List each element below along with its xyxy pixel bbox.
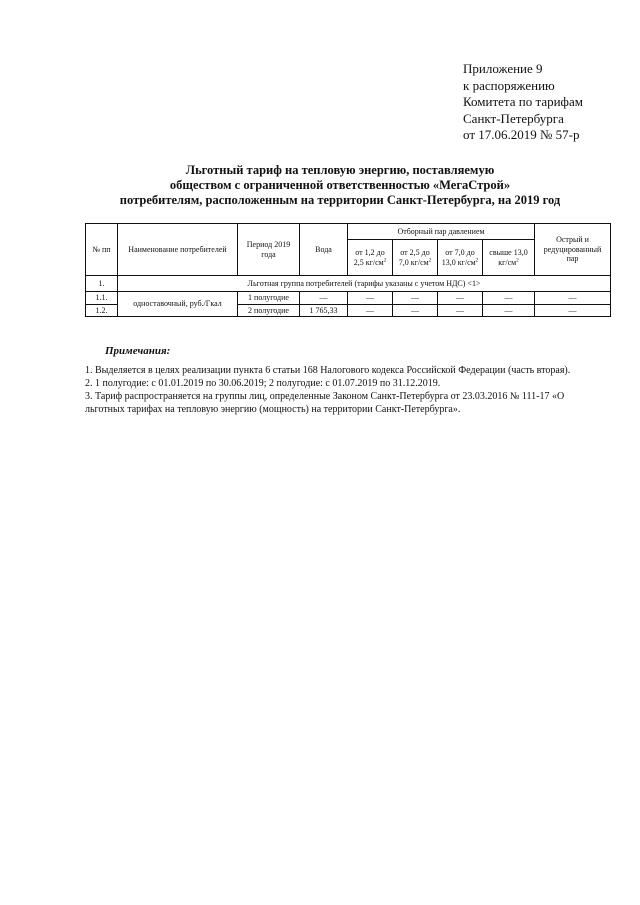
header-steam-2: от 2,5 до 7,0 $кг/см^2$ bbox=[393, 240, 438, 276]
notes-title: Примечания: bbox=[105, 345, 171, 357]
row-period: 2 полугодие bbox=[238, 304, 300, 317]
row-steam-1: — bbox=[348, 292, 393, 305]
header-steam-4: свыше 13,0 $кг/см^2$ bbox=[483, 240, 535, 276]
appendix-line: от 17.06.2019 № 57-р bbox=[463, 127, 580, 142]
superscript: 2 bbox=[383, 257, 387, 263]
title-line: потребителям, расположенным на территории Санкт-Петербурга, на 2019 год bbox=[119, 193, 561, 207]
consumer-type: одноставочный, руб./Гкал bbox=[118, 292, 238, 317]
table-group-row bbox=[86, 276, 611, 292]
row-steam-1: — bbox=[348, 304, 393, 317]
header-period: Период 2019 года bbox=[238, 224, 300, 276]
header-steam-1: от 1,2 до 2,5 $кг/см^2$ bbox=[348, 240, 393, 276]
note-item: 3. Тариф распространяется на группы лиц, определенные Законом Санкт-Петербурга от 23.03.2016 № 111-17 «О льготных тарифах на тепловую энергию (мощность) на территории Санкт-Петербурга». bbox=[85, 391, 565, 415]
appendix-line: Приложение 9 bbox=[463, 61, 543, 76]
note-item: 1. Выделяется в целях реализации пункта 6 статьи 168 Налогового кодекса Российской Федерации (часть вторая). bbox=[85, 365, 571, 376]
title-line: обществом с ограниченной ответственностью «МегаСтрой» bbox=[169, 178, 511, 192]
row-live-steam: — bbox=[535, 292, 611, 305]
appendix-line: Санкт-Петербурга bbox=[463, 110, 564, 126]
header-num: № пп bbox=[86, 224, 118, 276]
table-row bbox=[86, 292, 611, 305]
superscript: 2 bbox=[516, 257, 519, 263]
appendix-block bbox=[463, 61, 583, 144]
row-steam-3: — bbox=[438, 292, 483, 305]
header-consumer: Наименование потребителей bbox=[118, 224, 238, 276]
row-steam-4: — bbox=[483, 292, 535, 305]
appendix-line: Комитета по тарифам bbox=[463, 94, 583, 109]
row-steam-4: — bbox=[483, 304, 535, 317]
header-steam-3: от 7,0 до 13,0 $кг/см^2$ bbox=[438, 240, 483, 276]
superscript: 2 bbox=[475, 257, 479, 263]
row-num: 1.2. bbox=[86, 304, 118, 317]
row-water: 1 765,33 bbox=[300, 304, 348, 317]
row-steam-3: — bbox=[438, 304, 483, 317]
row-steam-2: — bbox=[393, 304, 438, 317]
table-header-row bbox=[86, 224, 611, 240]
appendix-line: к распоряжению bbox=[463, 77, 555, 93]
header-water: Вода bbox=[300, 224, 348, 276]
note-item: 2. 1 полугодие: с 01.01.2019 по 30.06.2019; 2 полугодие: с 01.07.2019 по 31.12.2019. bbox=[85, 378, 441, 389]
row-water: — bbox=[300, 292, 348, 305]
group-num: 1. bbox=[86, 276, 118, 292]
header-live-steam: Острый и редуцированный пар bbox=[535, 224, 611, 276]
title-line: Льготный тариф на тепловую энергию, поставляемую bbox=[185, 163, 495, 177]
row-period: 1 полугодие bbox=[238, 292, 300, 305]
group-label: Льготная группа потребителей (тарифы указаны с учетом НДС) <1> bbox=[118, 276, 611, 292]
tariff-table bbox=[85, 223, 611, 317]
superscript: 2 bbox=[428, 257, 432, 263]
row-steam-2: — bbox=[393, 292, 438, 305]
notes-block bbox=[85, 364, 605, 416]
row-num: 1.1. bbox=[86, 292, 118, 305]
header-steam-group: Отборный пар давлением bbox=[348, 224, 535, 240]
document-title bbox=[60, 163, 620, 208]
row-live-steam: — bbox=[535, 304, 611, 317]
